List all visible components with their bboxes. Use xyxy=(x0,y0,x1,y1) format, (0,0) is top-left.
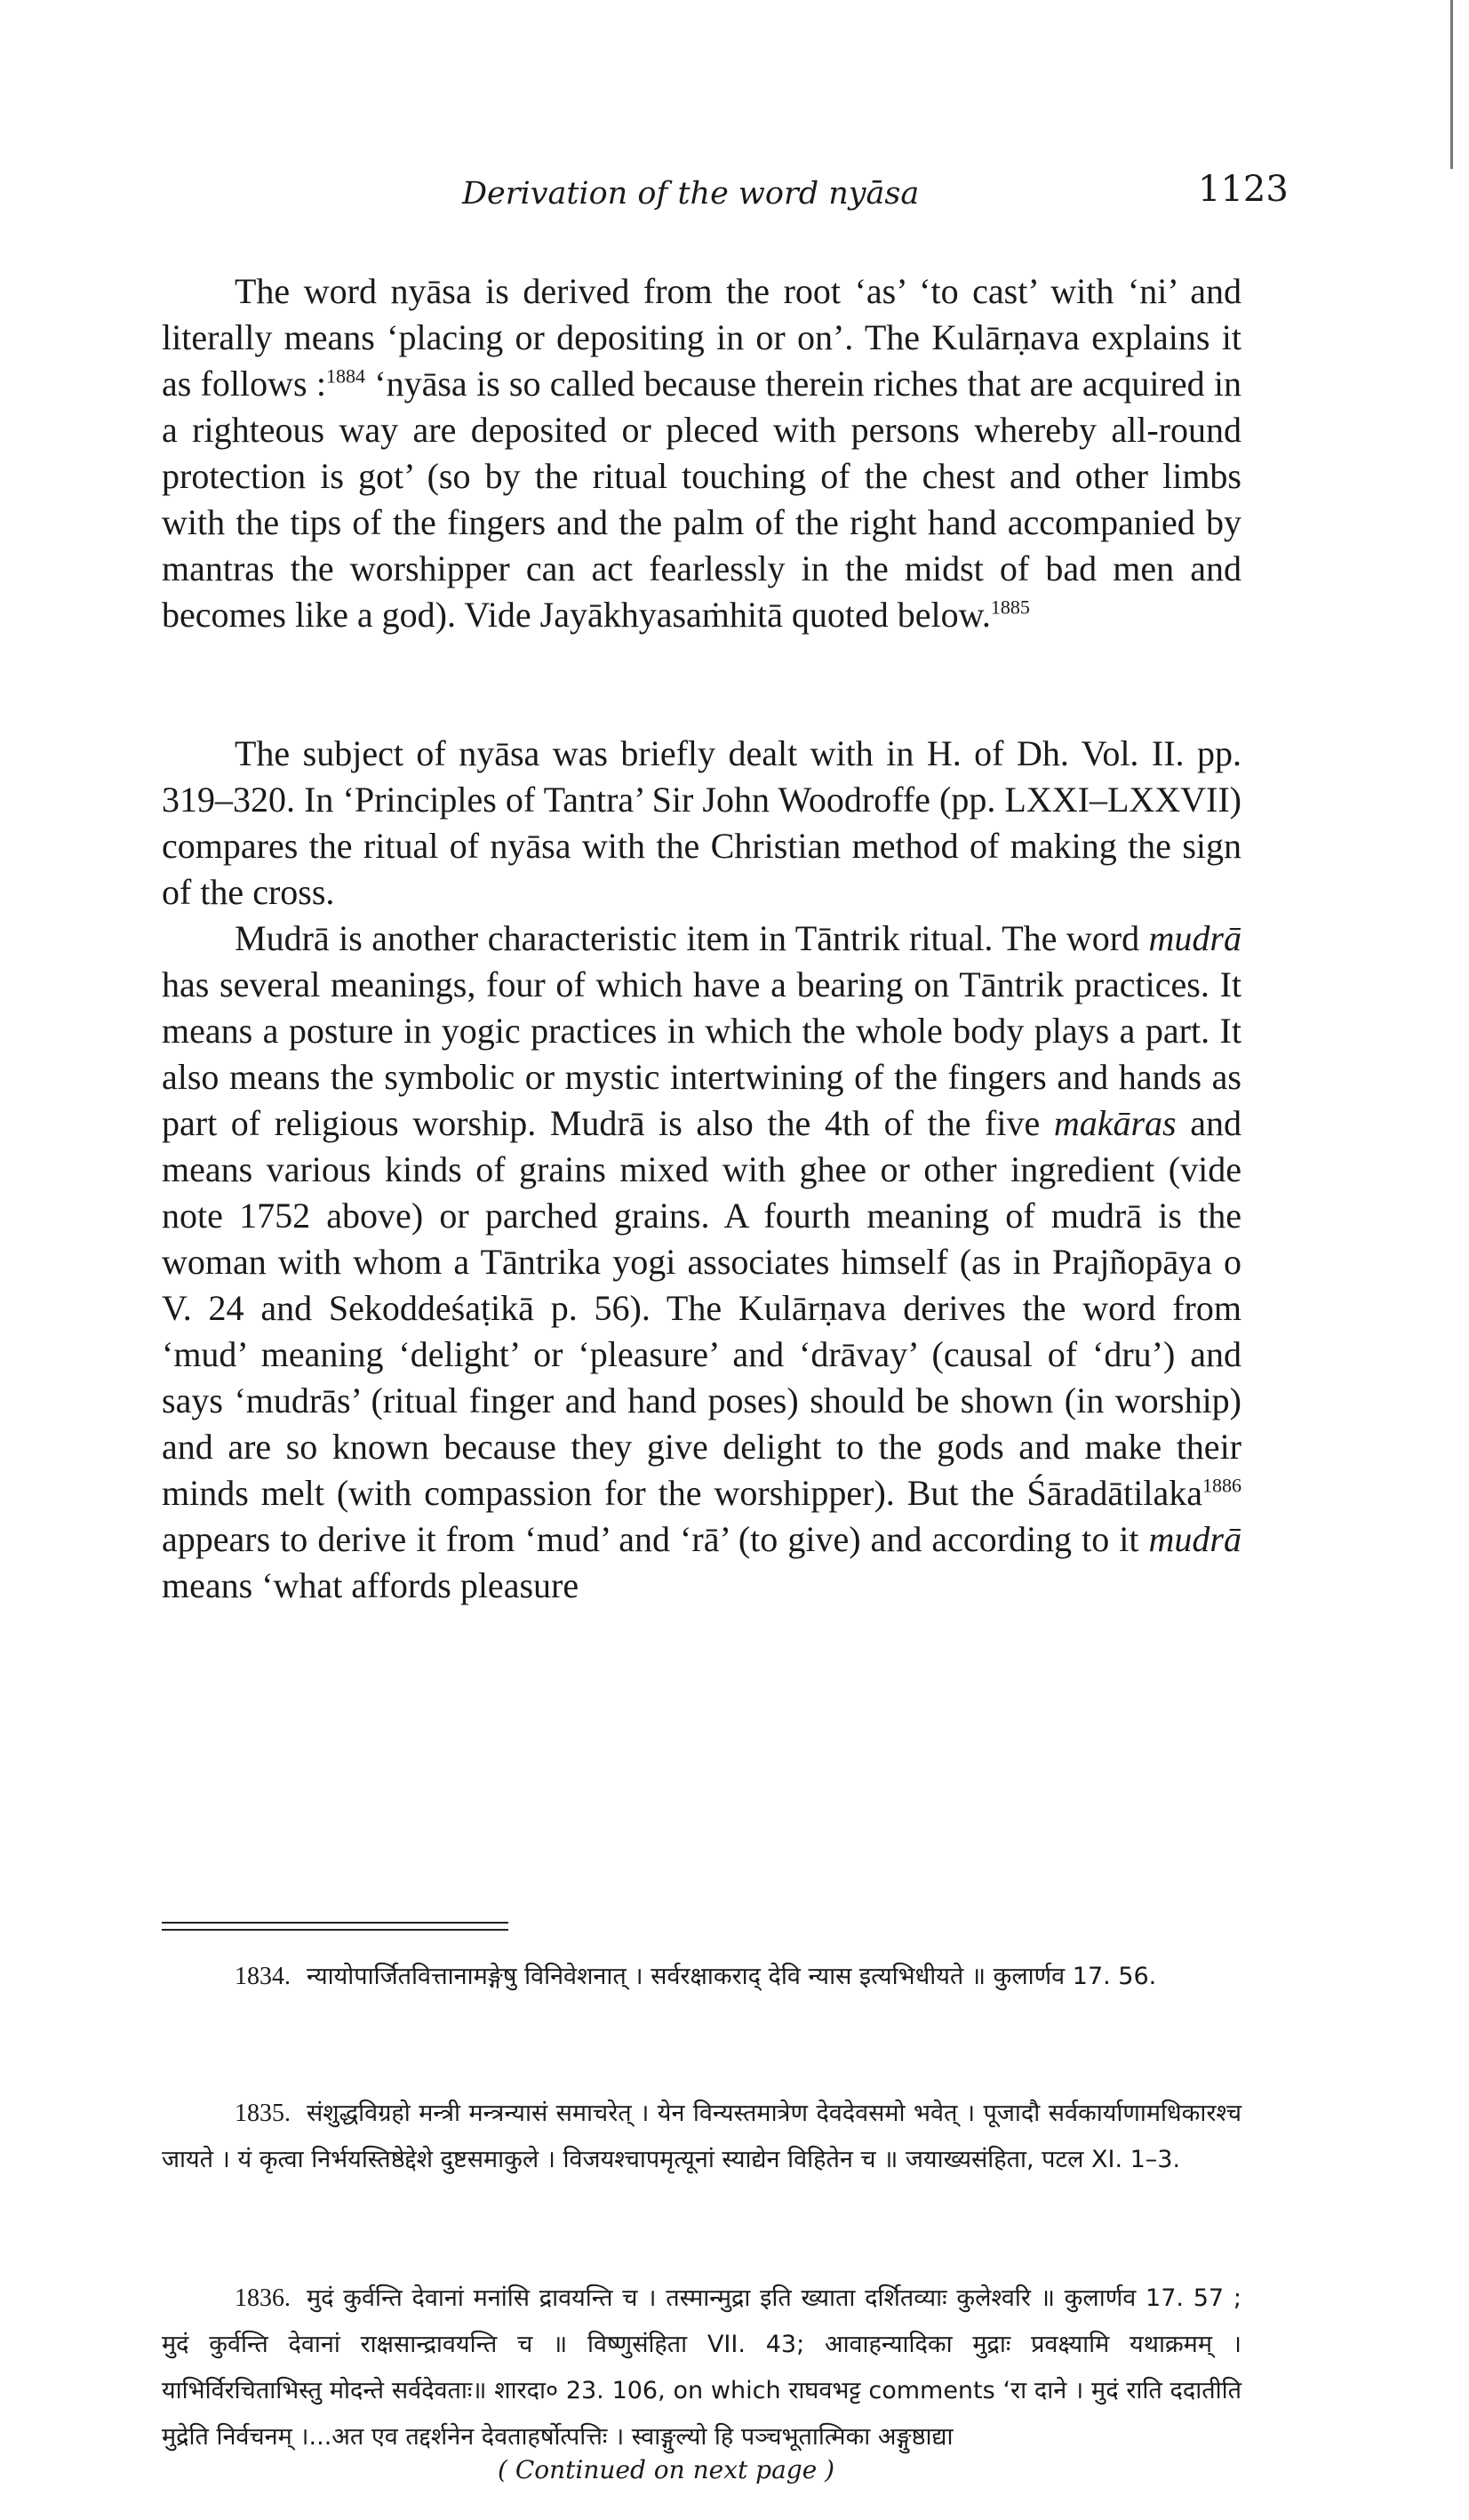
footnote-number: 1836. xyxy=(235,2284,291,2312)
footnote-ref-1886[interactable]: 1886 xyxy=(1202,1474,1241,1497)
paragraph-nyasa-subject: The subject of nyāsa was briefly dealt with in H. of Dh. Vol. II. pp. 319–320. In ‘Principles of Tantra’ Sir John Woodroffe (pp. LXXI–LXXVII) compares the ritual of nyāsa with the Christian method of making the sign of the cross. xyxy=(162,733,1241,912)
term-mudra: mudrā xyxy=(1148,918,1241,958)
page-number: 1123 xyxy=(1198,169,1289,210)
footnote-1836 xyxy=(162,2276,1241,2460)
p3-text-c: and means various kinds of grains mixed with ghee or other ingredient (vide note 1752 above) or parched grains. A fourth meaning of mudrā is the woman with whom a Tāntrika yogi associates himself (as in Prajñopāya o V. 24 and Sekoddeśaṭikā p. 56). The Kulārṇava derives the word from ‘mud’ meaning ‘delight’ or ‘pleasure’ and ‘drāvay’ (causal of ‘dru’) and says ‘mudrās’ (ritual finger and hand poses) should be shown (in worship) and are so known because they give delight to the gods and make their minds melt (with compassion for the worshipper). But the Śāradātilaka xyxy=(162,1103,1241,1513)
scan-edge-line xyxy=(1450,0,1453,169)
p3-text-d: appears to derive it from ‘mud’ and ‘rā’ (to give) and according to it xyxy=(162,1519,1149,1559)
footnote-text: संशुद्धविग्रहो मन्त्री मन्त्रन्यासं समाचरेत् । येन विन्यस्तमात्रेण देवदेवसमो भवेत् । पूजादौ सर्वकार्याणामधिकारश्च जायते । यं कृत्वा निर्भयस्तिष्ठेद्देशे दुष्टसमाकुले । विजयश्चापमृत्यूनां स्याद्येन विहितेन च ॥ जयाख्यसंहिता, पटल XI. 1–3. xyxy=(162,2100,1241,2173)
footnote-text: न्यायोपार्जितवित्तानामङ्गेषु विनिवेशनात् । सर्वरक्षाकराद् देवि न्यास इत्यभिधीयते ॥ कुलार्णव 17. 56. xyxy=(307,1963,1157,1990)
p3-text-b: has several meanings, four of which have a bearing on Tāntrik practices. It means a posture in yogic practices in which the whole body plays a part. It also means the symbolic or mystic intertwining of the fingers and hands as part of religious worship. Mudrā is also the 4th of the five xyxy=(162,964,1241,1143)
footnote-1835 xyxy=(162,2091,1241,2183)
footnote-divider-second xyxy=(162,1929,508,1931)
term-mudra-2: mudrā xyxy=(1148,1519,1241,1559)
running-title: Derivation of the word nyāsa xyxy=(462,176,920,212)
footnote-1834 xyxy=(162,1954,1241,2000)
footnote-text: मुदं कुर्वन्ति देवानां मनांसि द्रावयन्ति च । तस्मान्मुद्रा इति ख्याता दर्शितव्याः कुलेश्वरि ॥ कुलार्णव 17. 57 ; मुदं कुर्वन्ति देवानां राक्षसान्द्रावयन्ति च ॥ विष्णुसंहिता VII. 43; आवाहन्यादिका मुद्राः प्रवक्ष्यामि यथाक्रमम् । याभिर्विरचिताभिस्तु मोदन्ते सर्वदेवताः॥ शारदा० 23. 106, on which राघवभट्ट comments ‘रा दाने । मुदं राति ददातीति मुद्रेति निर्वचनम् ।...अत एव तद्दर्शनेन देवताहर्षोत्पत्तिः । स्वाङ्गुल्यो हि पञ्चभूतात्मिका अङ्गुष्ठाद्या xyxy=(162,2284,1241,2451)
footnote-divider xyxy=(162,1922,508,1924)
footnote-ref-1834[interactable]: 1884 xyxy=(326,364,365,388)
p3-text-a: Mudrā is another characteristic item in Tāntrik ritual. The word xyxy=(235,918,1149,958)
footnote-ref-1885[interactable]: 1885 xyxy=(990,596,1030,619)
p1-text-b: ‘nyāsa is so called because therein riches that are acquired in a righteous way are deposited or pleced with persons whereby all-round protection is got’ (so by the ritual touching of the chest and other limbs with the tips of the fingers and the palm of the right hand accompanied by mantras the worshipper can act fearlessly in the midst of bad men and becomes like a god). Vide Jayākhyasaṁhitā quoted below. xyxy=(162,364,1241,635)
continued-notice: ( Continued on next page ) xyxy=(498,2455,835,2484)
footnote-number: 1835. xyxy=(235,2100,291,2127)
term-makaras: makāras xyxy=(1053,1103,1177,1143)
p3-text-e: means ‘what affords pleasure xyxy=(162,1565,579,1605)
p1-text-a: The word nyāsa is derived from the root ‘as’ ‘to cast’ with ‘ni’ and literally means ‘placing or depositing in or on’. The Kulārṇava explains it as follows : xyxy=(162,271,1241,404)
paragraph-nyasa-derivation xyxy=(162,268,1241,638)
paragraph-mudra xyxy=(162,916,1241,1609)
footnote-number: 1834. xyxy=(235,1963,291,1990)
